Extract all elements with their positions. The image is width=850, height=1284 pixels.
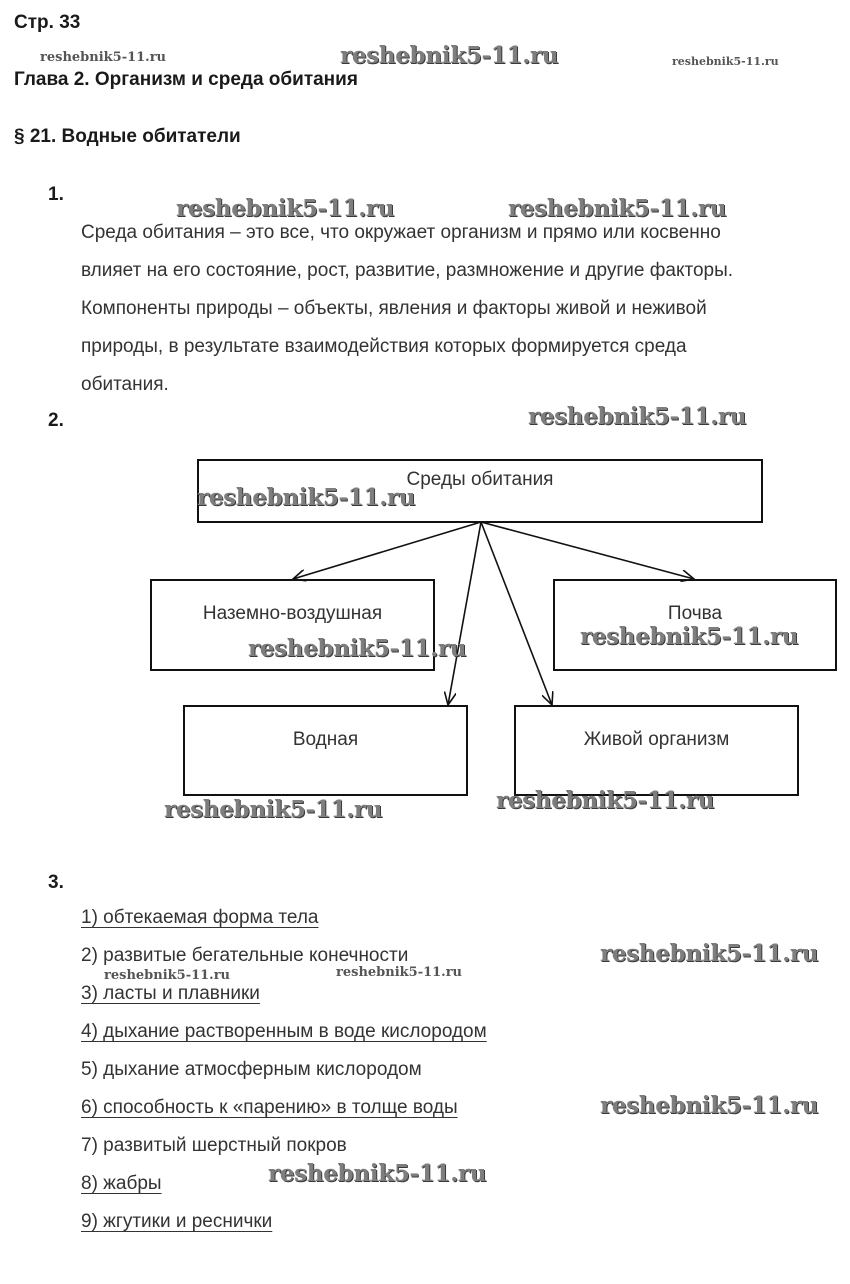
watermark: reshebnik5-11.ru <box>600 1092 819 1119</box>
arrow-to-land-air <box>293 522 481 579</box>
diagram-box-label: Живой организм <box>583 728 730 750</box>
diagram-box-label: Почва <box>667 603 723 624</box>
answer-line: Среда обитания – это все, что окружает организм и прямо или косвенно <box>81 222 721 243</box>
list-item: 2) развитые бегательные конечности <box>81 945 409 966</box>
answer-line: природы, в результате взаимодействия которых формируется среда <box>81 336 687 357</box>
diagram-box-label: Наземно-воздушная <box>202 603 383 624</box>
diagram-box-water <box>183 705 468 796</box>
list-item: 4) дыхание растворенным в воде кислородом <box>81 1021 487 1042</box>
arrow-to-living-organism <box>481 522 552 705</box>
answer-line: влияет на его состояние, рост, развитие, размножение и другие факторы. <box>81 260 734 281</box>
task-1-number: 1. <box>48 184 64 205</box>
watermark: reshebnik5-11.ru <box>496 787 715 814</box>
diagram-root-box <box>197 459 763 523</box>
diagram-box-soil <box>553 579 837 671</box>
list-item: 6) способность к «парению» в толще воды <box>81 1097 458 1118</box>
watermark: reshebnik5-11.ru <box>508 195 727 222</box>
list-item: 8) жабры <box>81 1173 162 1194</box>
diagram-box-land-air <box>150 579 435 671</box>
watermark: reshebnik5-11.ru <box>580 623 799 650</box>
section-title: § 21. Водные обитатели <box>14 126 241 147</box>
answer-line: обитания. <box>81 374 169 395</box>
list-item: 5) дыхание атмосферным кислородом <box>81 1059 422 1080</box>
diagram-root-label: Среды обитания <box>406 469 554 490</box>
diagram-box-label: Водная <box>292 728 359 750</box>
watermark: reshebnik5-11.ru <box>340 42 559 69</box>
watermark: reshebnik5-11.ru <box>528 403 747 430</box>
task-3-number: 3. <box>48 872 64 893</box>
watermark: reshebnik5-11.ru <box>672 55 779 68</box>
list-item: 9) жгутики и реснички <box>81 1211 273 1232</box>
watermark: reshebnik5-11.ru <box>176 195 395 222</box>
arrow-to-soil <box>481 522 694 579</box>
list-item: 1) обтекаемая форма тела <box>81 907 319 928</box>
watermark: reshebnik5-11.ru <box>197 484 416 511</box>
page-number: Стр. 33 <box>14 12 81 33</box>
answer-line: Компоненты природы – объекты, явления и факторы живой и неживой <box>81 298 707 319</box>
chapter-title: Глава 2. Организм и среда обитания <box>14 69 358 90</box>
task-2-number: 2. <box>48 410 64 431</box>
list-item: 3) ласты и плавники <box>81 983 260 1004</box>
watermark: reshebnik5-11.ru <box>104 968 231 983</box>
watermark: reshebnik5-11.ru <box>600 940 819 967</box>
watermark: reshebnik5-11.ru <box>164 796 383 823</box>
list-item: 7) развитый шерстный покров <box>81 1135 347 1156</box>
watermark: reshebnik5-11.ru <box>248 635 467 662</box>
watermark: reshebnik5-11.ru <box>40 50 167 65</box>
diagram-box-living-organism <box>514 705 799 796</box>
arrow-to-water <box>448 522 481 705</box>
watermark: reshebnik5-11.ru <box>268 1160 487 1187</box>
watermark: reshebnik5-11.ru <box>336 965 463 980</box>
